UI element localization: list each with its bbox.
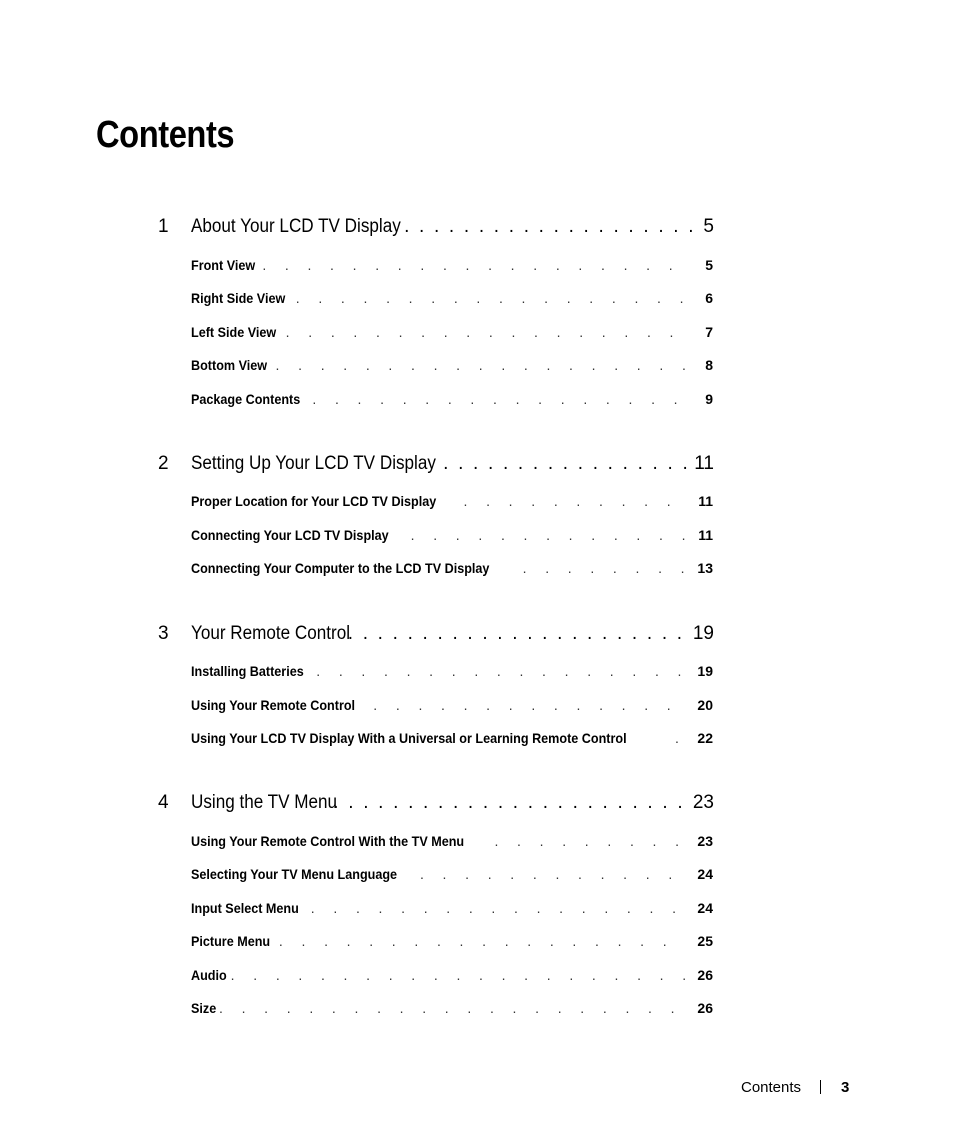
toc-entry[interactable] bbox=[191, 527, 713, 547]
entry-page-number: 25 bbox=[697, 933, 713, 949]
entry-title: Connecting Your LCD TV Display bbox=[191, 527, 389, 543]
entry-title: Proper Location for Your LCD TV Display bbox=[191, 493, 437, 509]
entry-title: Connecting Your Computer to the LCD TV Display bbox=[191, 560, 490, 576]
dot-leader bbox=[279, 933, 685, 949]
toc-entry[interactable] bbox=[191, 1000, 713, 1020]
page-title: Contents bbox=[96, 114, 235, 156]
entry-page-number: 19 bbox=[697, 663, 713, 679]
entry-title: Picture Menu bbox=[191, 933, 271, 949]
entry-title: Left Side View bbox=[191, 324, 277, 340]
footer-page-number: 3 bbox=[841, 1078, 850, 1096]
toc-entry[interactable] bbox=[191, 290, 713, 310]
chapter-page-number: 23 bbox=[692, 792, 714, 813]
toc-entry[interactable] bbox=[191, 560, 713, 580]
dot-leader bbox=[420, 866, 685, 882]
toc-entry[interactable] bbox=[191, 257, 713, 277]
entry-page-number: 24 bbox=[697, 900, 713, 916]
dot-leader bbox=[276, 357, 685, 373]
entry-page-number: 11 bbox=[698, 527, 713, 543]
toc-chapter-4[interactable] bbox=[158, 792, 714, 818]
toc-entry[interactable] bbox=[191, 866, 713, 886]
entry-title: Selecting Your TV Menu Language bbox=[191, 866, 398, 882]
toc-entry[interactable] bbox=[191, 663, 713, 683]
chapter-title: Using the TV Menu bbox=[191, 792, 338, 813]
dot-leader bbox=[443, 453, 692, 475]
entry-title: Front View bbox=[191, 257, 256, 273]
chapter-title: Your Remote Control bbox=[191, 623, 351, 644]
toc-chapter-1[interactable] bbox=[158, 216, 714, 242]
entry-page-number: 11 bbox=[698, 493, 713, 509]
chapter-number: 2 bbox=[158, 453, 169, 474]
dot-leader bbox=[675, 730, 685, 746]
entry-page-number: 26 bbox=[697, 1000, 713, 1016]
entry-page-number: 7 bbox=[705, 324, 713, 340]
entry-page-number: 24 bbox=[697, 866, 713, 882]
toc-chapter-2[interactable] bbox=[158, 453, 714, 479]
entry-title: Using Your LCD TV Display With a Universal or Learning Remote Control bbox=[191, 730, 627, 746]
dot-leader bbox=[411, 527, 685, 543]
entry-page-number: 22 bbox=[697, 730, 713, 746]
dot-leader bbox=[464, 493, 685, 509]
toc-entry[interactable] bbox=[191, 357, 713, 377]
entry-title: Using Your Remote Control bbox=[191, 697, 356, 713]
entry-page-number: 20 bbox=[697, 697, 713, 713]
toc-entry[interactable] bbox=[191, 730, 713, 750]
entry-page-number: 9 bbox=[705, 391, 713, 407]
dot-leader bbox=[286, 324, 685, 340]
dot-leader bbox=[373, 697, 685, 713]
entry-title: Size bbox=[191, 1000, 217, 1016]
toc-entry[interactable] bbox=[191, 933, 713, 953]
dot-leader bbox=[311, 900, 685, 916]
toc-entry[interactable] bbox=[191, 493, 713, 513]
dot-leader bbox=[231, 967, 685, 983]
chapter-title: About Your LCD TV Display bbox=[191, 216, 401, 237]
chapter-page-number: 19 bbox=[692, 623, 714, 644]
chapter-number: 1 bbox=[158, 216, 169, 237]
chapter-number: 3 bbox=[158, 623, 169, 644]
chapter-number: 4 bbox=[158, 792, 169, 813]
dot-leader bbox=[348, 623, 691, 645]
dot-leader bbox=[219, 1000, 685, 1016]
entry-title: Right Side View bbox=[191, 290, 286, 306]
entry-title: Using Your Remote Control With the TV Menu bbox=[191, 833, 465, 849]
dot-leader bbox=[404, 216, 701, 238]
entry-page-number: 23 bbox=[697, 833, 713, 849]
toc-chapter-3[interactable] bbox=[158, 623, 714, 649]
entry-page-number: 13 bbox=[697, 560, 713, 576]
footer-divider bbox=[820, 1080, 821, 1094]
dot-leader bbox=[333, 792, 691, 814]
entry-title: Input Select Menu bbox=[191, 900, 299, 916]
footer-section-label: Contents bbox=[741, 1078, 802, 1096]
dot-leader bbox=[494, 833, 685, 849]
toc-entry[interactable] bbox=[191, 900, 713, 920]
entry-title: Package Contents bbox=[191, 391, 301, 407]
toc-entry[interactable] bbox=[191, 324, 713, 344]
toc-entry[interactable] bbox=[191, 391, 713, 411]
dot-leader bbox=[296, 290, 685, 306]
entry-page-number: 6 bbox=[705, 290, 713, 306]
chapter-title: Setting Up Your LCD TV Display bbox=[191, 453, 436, 474]
toc-entry[interactable] bbox=[191, 833, 713, 853]
chapter-page-number: 11 bbox=[694, 453, 714, 474]
dot-leader bbox=[262, 257, 685, 273]
toc-entry[interactable] bbox=[191, 697, 713, 717]
chapter-page-number: 5 bbox=[703, 216, 714, 237]
toc-entry[interactable] bbox=[191, 967, 713, 987]
dot-leader bbox=[316, 663, 685, 679]
entry-page-number: 5 bbox=[705, 257, 713, 273]
entry-title: Installing Batteries bbox=[191, 663, 304, 679]
entry-page-number: 8 bbox=[705, 357, 713, 373]
entry-page-number: 26 bbox=[697, 967, 713, 983]
dot-leader bbox=[523, 560, 685, 576]
entry-title: Bottom View bbox=[191, 357, 268, 373]
entry-title: Audio bbox=[191, 967, 227, 983]
dot-leader bbox=[312, 391, 685, 407]
